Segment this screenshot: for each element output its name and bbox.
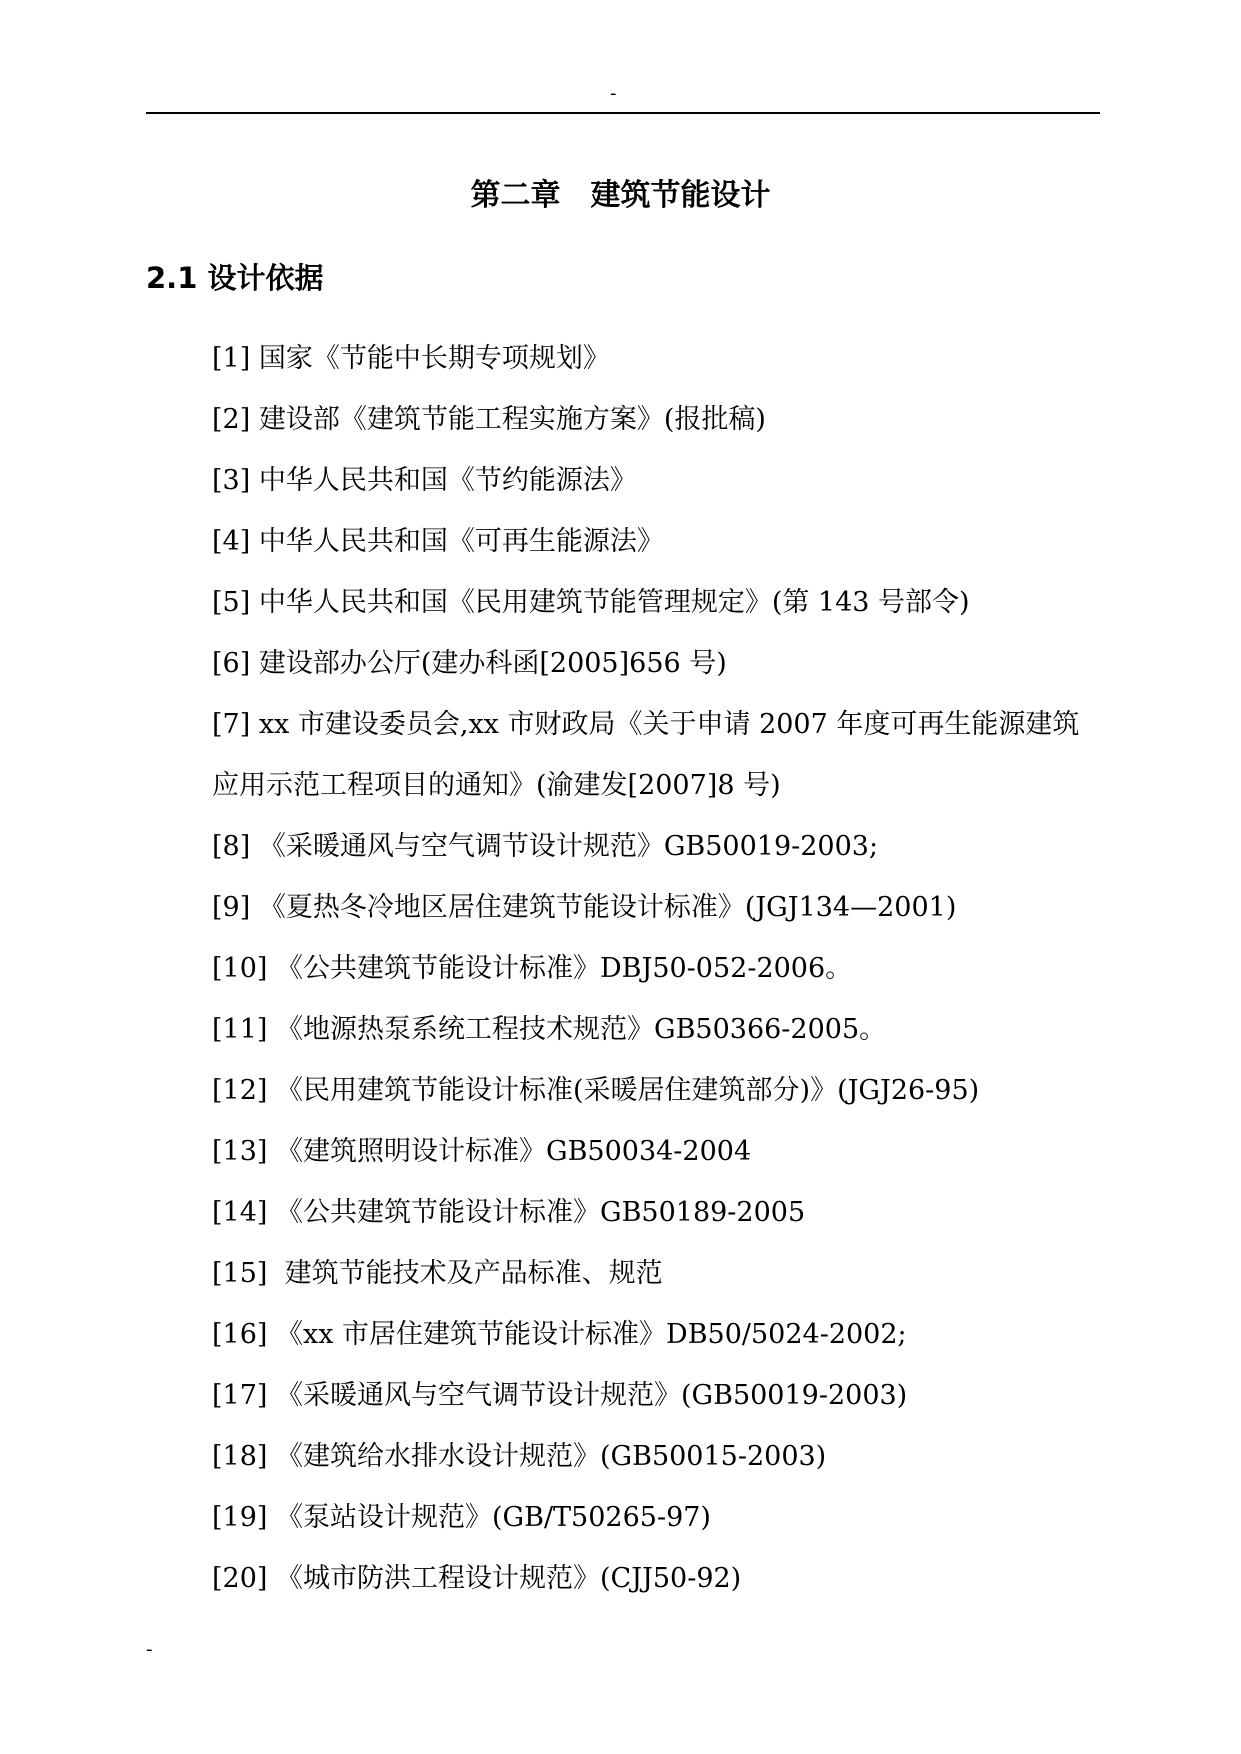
- chapter-title: 第二章 建筑节能设计: [470, 178, 771, 213]
- reference-item: [15] 建筑节能技术及产品标准、规范: [212, 1258, 663, 1289]
- reference-item: [11] 《地源热泵系统工程技术规范》GB50366-2005。: [212, 1014, 887, 1045]
- reference-item: [7] xx 市建设委员会,xx 市财政局《关于申请 2007 年度可再生能源建筑应用示范工程项目的通知》(渝建发[2007]8 号): [212, 709, 1080, 801]
- reference-item: [17] 《采暖通风与空气调节设计规范》(GB50019-2003): [212, 1380, 908, 1411]
- header-mark: -: [610, 83, 617, 104]
- reference-item: [9] 《夏热冬冷地区居住建筑节能设计标准》(JGJ134—2001): [212, 892, 957, 923]
- reference-item: [3] 中华人民共和国《节约能源法》: [212, 465, 637, 496]
- reference-item: [5] 中华人民共和国《民用建筑节能管理规定》(第 143 号部令): [212, 587, 970, 618]
- section-heading: 2.1 设计依据: [146, 261, 324, 295]
- reference-item: [19] 《泵站设计规范》(GB/T50265-97): [212, 1502, 711, 1533]
- reference-list: [146, 328, 1106, 1609]
- reference-item: [12] 《民用建筑节能设计标准(采暖居住建筑部分)》(JGJ26-95): [212, 1075, 980, 1106]
- reference-item: [6] 建设部办公厅(建办科函[2005]656 号): [212, 648, 727, 679]
- reference-item: [13] 《建筑照明设计标准》GB50034-2004: [212, 1136, 752, 1167]
- reference-item: [20] 《城市防洪工程设计规范》(CJJ50-92): [212, 1563, 742, 1594]
- footer-mark: -: [146, 1639, 153, 1660]
- reference-item: [8] 《采暖通风与空气调节设计规范》GB50019-2003;: [212, 831, 879, 862]
- reference-item: [14] 《公共建筑节能设计标准》GB50189-2005: [212, 1197, 806, 1228]
- reference-item: [2] 建设部《建筑节能工程实施方案》(报批稿): [212, 404, 766, 435]
- reference-item: [1] 国家《节能中长期专项规划》: [212, 343, 610, 374]
- header-rule: [146, 112, 1100, 114]
- reference-item: [4] 中华人民共和国《可再生能源法》: [212, 526, 664, 557]
- reference-item: [16] 《xx 市居住建筑节能设计标准》DB50/5024-2002;: [212, 1319, 907, 1350]
- reference-item: [18] 《建筑给水排水设计规范》(GB50015-2003): [212, 1441, 827, 1472]
- reference-item: [10] 《公共建筑节能设计标准》DBJ50-052-2006。: [212, 953, 853, 984]
